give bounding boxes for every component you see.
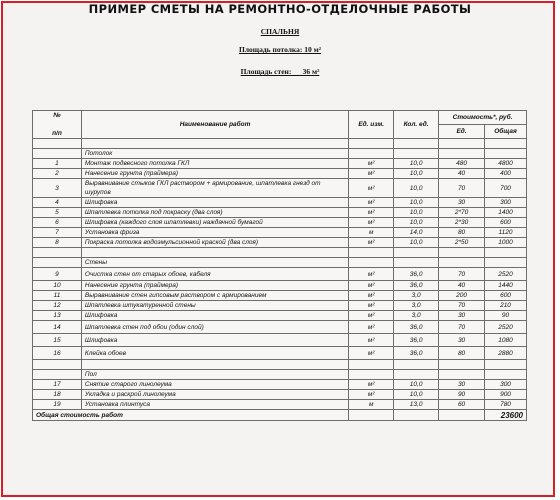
qty-cell: 10,0: [394, 179, 439, 198]
empty-cell: [349, 139, 394, 149]
empty-cell: [349, 370, 394, 380]
unit-price-cell: 80: [439, 347, 485, 360]
qty-cell: 10,0: [394, 198, 439, 208]
empty-cell: [439, 139, 485, 149]
work-name: Снятие старого линолеума: [81, 380, 348, 390]
qty-cell: 10,0: [394, 169, 439, 179]
unit-cell: м²: [349, 179, 394, 198]
row-number: 2: [33, 169, 82, 179]
unit-price-cell: 70: [439, 321, 485, 334]
row-number: 8: [33, 238, 82, 248]
total-price-cell: 600: [485, 218, 527, 228]
qty-cell: 36,0: [394, 268, 439, 281]
unit-price-cell: 40: [439, 281, 485, 291]
unit-price-cell: 30: [439, 334, 485, 347]
table-row: [33, 291, 527, 301]
row-number: 17: [33, 380, 82, 390]
empty-cell: [485, 139, 527, 149]
section-title: Пол: [81, 370, 348, 380]
empty-cell: [33, 139, 82, 149]
empty-cell: [81, 139, 348, 149]
empty-cell: [394, 410, 439, 421]
table-row: [33, 179, 527, 198]
unit-price-cell: 2*30: [439, 218, 485, 228]
unit-cell: м²: [349, 198, 394, 208]
col-header-cost-total: Общая: [485, 125, 527, 139]
unit-price-cell: 60: [439, 400, 485, 410]
row-number: 4: [33, 198, 82, 208]
empty-cell: [439, 410, 485, 421]
total-value: 23600: [485, 410, 527, 421]
unit-cell: м²: [349, 291, 394, 301]
col-header-name: Наименование работ: [81, 111, 348, 139]
table-row: [33, 400, 527, 410]
col-header-unit: Ед. изм.: [349, 111, 394, 139]
row-number: 15: [33, 334, 82, 347]
unit-cell: м²: [349, 268, 394, 281]
total-price-cell: 300: [485, 380, 527, 390]
document-title: ПРИМЕР СМЕТЫ НА РЕМОНТНО-ОТДЕЛОЧНЫЕ РАБОТЫ: [88, 2, 472, 16]
unit-price-cell: 90: [439, 390, 485, 400]
qty-cell: 3,0: [394, 301, 439, 311]
table-row: [33, 334, 527, 347]
empty-cell: [33, 360, 82, 370]
qty-cell: 10,0: [394, 218, 439, 228]
work-name: Выравнивание стыков ГКЛ раствором + армирование, шпатлевка гнезд от шурупов: [81, 179, 348, 198]
unit-price-cell: 2*70: [439, 208, 485, 218]
work-name: Шпатлевка штукатуренной стены: [81, 301, 348, 311]
row-number: 6: [33, 218, 82, 228]
total-price-cell: 90: [485, 311, 527, 321]
unit-cell: м: [349, 400, 394, 410]
work-name: Установка плинтуса: [81, 400, 348, 410]
work-name: Шлифовка: [81, 198, 348, 208]
spacer-row: [33, 248, 527, 258]
work-name: Монтаж подвесного потолка ГКЛ: [81, 159, 348, 169]
unit-price-cell: 30: [439, 311, 485, 321]
empty-cell: [394, 139, 439, 149]
unit-cell: м²: [349, 208, 394, 218]
empty-cell: [349, 360, 394, 370]
row-number: 13: [33, 311, 82, 321]
unit-price-cell: 30: [439, 198, 485, 208]
table-row: [33, 301, 527, 311]
unit-cell: м²: [349, 321, 394, 334]
total-price-cell: 780: [485, 400, 527, 410]
row-number: 5: [33, 208, 82, 218]
work-name: Выравнивание стен гипсовым раствором с армированием: [81, 291, 348, 301]
unit-cell: м²: [349, 380, 394, 390]
empty-cell: [394, 248, 439, 258]
unit-price-cell: 80: [439, 228, 485, 238]
estimate-table: [32, 110, 527, 421]
spacer-row: [33, 139, 527, 149]
row-number: 7: [33, 228, 82, 238]
empty-cell: [33, 258, 82, 268]
empty-cell: [349, 248, 394, 258]
unit-cell: м²: [349, 218, 394, 228]
qty-cell: 36,0: [394, 347, 439, 360]
total-row: [33, 410, 527, 421]
table-row: [33, 169, 527, 179]
empty-cell: [394, 360, 439, 370]
section-title: Потолок: [81, 149, 348, 159]
total-price-cell: 900: [485, 390, 527, 400]
empty-cell: [33, 149, 82, 159]
total-price-cell: 1400: [485, 208, 527, 218]
table-body: [33, 139, 527, 421]
qty-cell: 10,0: [394, 238, 439, 248]
total-price-cell: 700: [485, 179, 527, 198]
empty-cell: [349, 149, 394, 159]
work-name: Шлифовка: [81, 334, 348, 347]
col-header-number: № п/п: [33, 111, 82, 139]
walls-area: Площадь стен: 36 м²: [240, 67, 320, 76]
spacer-row: [33, 360, 527, 370]
room-name: СПАЛЬНЯ: [260, 27, 300, 36]
qty-cell: 10,0: [394, 380, 439, 390]
empty-cell: [394, 370, 439, 380]
table-row: [33, 268, 527, 281]
row-number: 3: [33, 179, 82, 198]
work-name: Установка фриза: [81, 228, 348, 238]
section-title: Стены: [81, 258, 348, 268]
empty-cell: [439, 258, 485, 268]
qty-cell: 10,0: [394, 159, 439, 169]
total-price-cell: 1440: [485, 281, 527, 291]
unit-price-cell: 40: [439, 169, 485, 179]
table-row: [33, 281, 527, 291]
total-price-cell: 2880: [485, 347, 527, 360]
unit-cell: м²: [349, 301, 394, 311]
work-name: Нанесение грунта (праймера): [81, 169, 348, 179]
empty-cell: [81, 360, 348, 370]
empty-cell: [485, 258, 527, 268]
table-row: [33, 238, 527, 248]
empty-cell: [439, 370, 485, 380]
qty-cell: 36,0: [394, 334, 439, 347]
qty-cell: 36,0: [394, 281, 439, 291]
unit-price-cell: 30: [439, 380, 485, 390]
unit-price-cell: 200: [439, 291, 485, 301]
unit-price-cell: 2*50: [439, 238, 485, 248]
total-price-cell: 600: [485, 291, 527, 301]
total-label: Общая стоимость работ: [33, 410, 349, 421]
row-number: 9: [33, 268, 82, 281]
unit-cell: м²: [349, 390, 394, 400]
total-price-cell: 1080: [485, 334, 527, 347]
work-name: Покраска потолка водоэмульсионной краской (два слоя): [81, 238, 348, 248]
row-number: 16: [33, 347, 82, 360]
empty-cell: [33, 370, 82, 380]
qty-cell: 14,0: [394, 228, 439, 238]
empty-cell: [394, 149, 439, 159]
qty-cell: 13,0: [394, 400, 439, 410]
unit-cell: м²: [349, 238, 394, 248]
table-row: [33, 311, 527, 321]
unit-cell: м²: [349, 169, 394, 179]
table-row: [33, 198, 527, 208]
empty-cell: [485, 370, 527, 380]
row-number: 1: [33, 159, 82, 169]
unit-cell: м: [349, 228, 394, 238]
total-price-cell: 2520: [485, 268, 527, 281]
empty-cell: [33, 248, 82, 258]
table-row: [33, 347, 527, 360]
empty-cell: [485, 248, 527, 258]
qty-cell: 10,0: [394, 390, 439, 400]
qty-cell: 10,0: [394, 208, 439, 218]
work-name: Нанесение грунта (праймера): [81, 281, 348, 291]
col-header-cost-unit: Ед.: [439, 125, 485, 139]
total-price-cell: 4800: [485, 159, 527, 169]
table-row: [33, 208, 527, 218]
work-name: Шпатлевка потолка под покраску (два слоя): [81, 208, 348, 218]
row-number: 19: [33, 400, 82, 410]
empty-cell: [485, 360, 527, 370]
unit-price-cell: 70: [439, 301, 485, 311]
total-price-cell: 1120: [485, 228, 527, 238]
total-price-cell: 400: [485, 169, 527, 179]
qty-cell: 3,0: [394, 311, 439, 321]
total-price-cell: 1000: [485, 238, 527, 248]
unit-price-cell: 70: [439, 179, 485, 198]
table-row: [33, 218, 527, 228]
empty-cell: [349, 258, 394, 268]
table-row: [33, 159, 527, 169]
table-row: [33, 321, 527, 334]
work-name: Клейка обоев: [81, 347, 348, 360]
work-name: Шлифовка: [81, 311, 348, 321]
empty-cell: [485, 149, 527, 159]
empty-cell: [439, 248, 485, 258]
total-price-cell: 210: [485, 301, 527, 311]
unit-cell: м²: [349, 281, 394, 291]
table-row: [33, 380, 527, 390]
row-number: 14: [33, 321, 82, 334]
unit-cell: м²: [349, 334, 394, 347]
empty-cell: [439, 149, 485, 159]
empty-cell: [81, 248, 348, 258]
unit-price-cell: 480: [439, 159, 485, 169]
qty-cell: 3,0: [394, 291, 439, 301]
ceiling-area: Площадь потолка: 10 м²: [239, 45, 321, 54]
section-row: [33, 149, 527, 159]
col-header-qty: Кол. ед.: [394, 111, 439, 139]
row-number: 11: [33, 291, 82, 301]
unit-price-cell: 70: [439, 268, 485, 281]
work-name: Шлифовка (каждого слоя шпатлевки) наждачной бумагой: [81, 218, 348, 228]
section-row: [33, 370, 527, 380]
table-row: [33, 390, 527, 400]
total-price-cell: 300: [485, 198, 527, 208]
section-row: [33, 258, 527, 268]
empty-cell: [394, 258, 439, 268]
empty-cell: [439, 360, 485, 370]
row-number: 12: [33, 301, 82, 311]
total-price-cell: 2520: [485, 321, 527, 334]
row-number: 10: [33, 281, 82, 291]
unit-cell: м²: [349, 159, 394, 169]
table-row: [33, 228, 527, 238]
work-name: Шпатлевка стен под обои (один слой): [81, 321, 348, 334]
row-number: 18: [33, 390, 82, 400]
col-header-cost: Стоимость*, руб.: [439, 111, 527, 125]
work-name: Укладка и раскрой линолеума: [81, 390, 348, 400]
qty-cell: 36,0: [394, 321, 439, 334]
empty-cell: [349, 410, 394, 421]
work-name: Очистка стен от старых обоев, кабеля: [81, 268, 348, 281]
unit-cell: м²: [349, 347, 394, 360]
unit-cell: м²: [349, 311, 394, 321]
